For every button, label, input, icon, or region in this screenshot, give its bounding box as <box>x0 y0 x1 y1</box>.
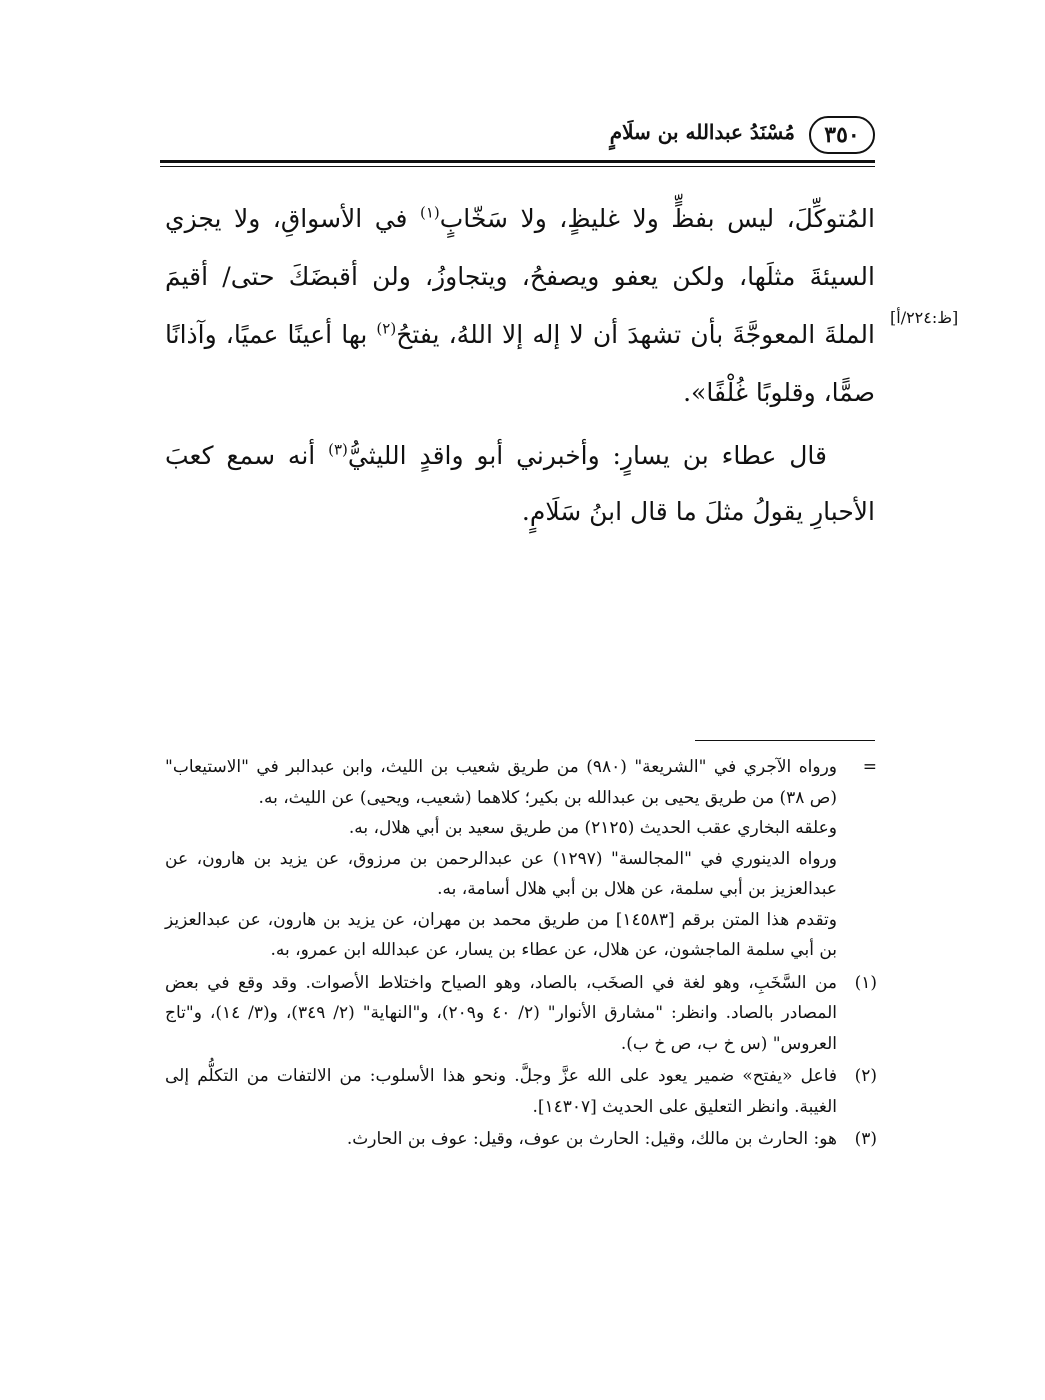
main-text <box>165 190 875 540</box>
footnote-ref-3: (٣) <box>328 440 348 459</box>
footnote-2 <box>165 1061 877 1122</box>
page-header <box>160 108 875 158</box>
footnote-line: وعلقه البخاري عقب الحديث (٢١٢٥) من طريق سعيد بن أبي هلال، به. <box>348 818 837 838</box>
footnotes <box>165 752 877 1155</box>
text-run: قال عطاء بن يسارٍ: وأخبرني أبو واقدٍ الليثيُّ <box>347 441 827 470</box>
footnote-continued <box>165 752 877 966</box>
footnote-text: من السَّخَبِ، وهو لغة في الصخَب، بالصاد، وهو الصياح واختلاط الأصوات. وقد وقع في بعض المصادر بالصاد. وانظر: "مشارق الأنوار" (٢/ ٤٠ و٢٠٩)، و"النهاية" (٢/ ٣٤٩)، و(٣/ ١٤)، و"تاج العروس" (س خ ب، ص خ ب). <box>165 972 837 1054</box>
paragraph-2 <box>165 428 875 540</box>
running-title: مُسْنَدُ عبدالله بن سلَامٍ <box>609 120 795 144</box>
footnote-marker: (٢) <box>854 1066 877 1086</box>
footnote-line: ورواه الآجري في "الشريعة" (٩٨٠) من طريق شعيب بن الليث، وابن عبدالبر في "الاستيعاب" (ص ٣٨) من طريق يحيى بن عبدالله بن بكير؛ كلاهما (شعيب، ويحيى) عن الليث، به. <box>165 757 837 808</box>
header-rule-thin <box>160 166 875 167</box>
footnote-text: فاعل «يفتح» ضمير يعود على الله عزَّ وجلَّ. ونحو هذا الأسلوب: من الالتفات من التكلُّم إلى الغيبة. وانظر التعليق على الحديث [١٤٣٠٧]. <box>165 1066 837 1117</box>
footnote-separator <box>695 740 875 741</box>
footnote-line: ورواه الدينوري في "المجالسة" (١٢٩٧) عن عبدالرحمن بن مرزوق، عن يزيد بن هارون، عن عبدالعزيز بن أبي سلمة، عن هلال بن أبي هلال أسامة، به. <box>165 848 837 899</box>
text-run: المُتوكِّلَ، ليس بفظٍّ ولا غليظٍ، ولا سَخّابٍ <box>439 204 875 233</box>
footnote-1 <box>165 968 877 1060</box>
footnote-marker: = <box>862 757 877 777</box>
margin-manuscript-ref: [ظ:٢٢٤/أ] <box>890 308 959 327</box>
paragraph-1 <box>165 190 875 422</box>
text-run: بها أعينًا عميًا، وآذانًا صمًّا، وقلوبًا غُلْفًا». <box>165 320 875 407</box>
footnote-3 <box>165 1124 877 1155</box>
text-run: في الأسواقِ، ولا يجزي السيئةَ مثلَها، ولكن يعفو ويصفحُ، ويتجاوزُ، ولن أقبضَكَ حتى/ أقيمَ الملةَ المعوجَّةَ بأن تشهدَ أن لا إله إلا اللهُ، يفتحُ <box>165 204 875 349</box>
footnote-text: هو: الحارث بن مالك، وقيل: الحارث بن عوف، وقيل: عوف بن الحارث. <box>346 1129 837 1149</box>
footnote-marker: (٣) <box>854 1129 877 1149</box>
header-rule <box>160 160 875 163</box>
page-number: ٣٥٠ <box>809 116 875 154</box>
text-run: أنه سمع كعبَ الأحبارِ يقولُ مثلَ ما قال ابنُ سَلَامٍ. <box>165 441 875 526</box>
footnote-line: وتقدم هذا المتن برقم [١٤٥٨٣] من طريق محمد بن مهران، عن يزيد بن هارون، عن عبدالعزيز بن أبي سلمة الماجشون، عن هلال، عن عطاء بن يسار، عن عبدالله ابن عمرو، به. <box>165 909 837 960</box>
footnote-marker: (١) <box>854 972 877 993</box>
footnote-ref-1: (١) <box>419 203 440 222</box>
footnote-ref-2: (٢) <box>376 319 397 338</box>
